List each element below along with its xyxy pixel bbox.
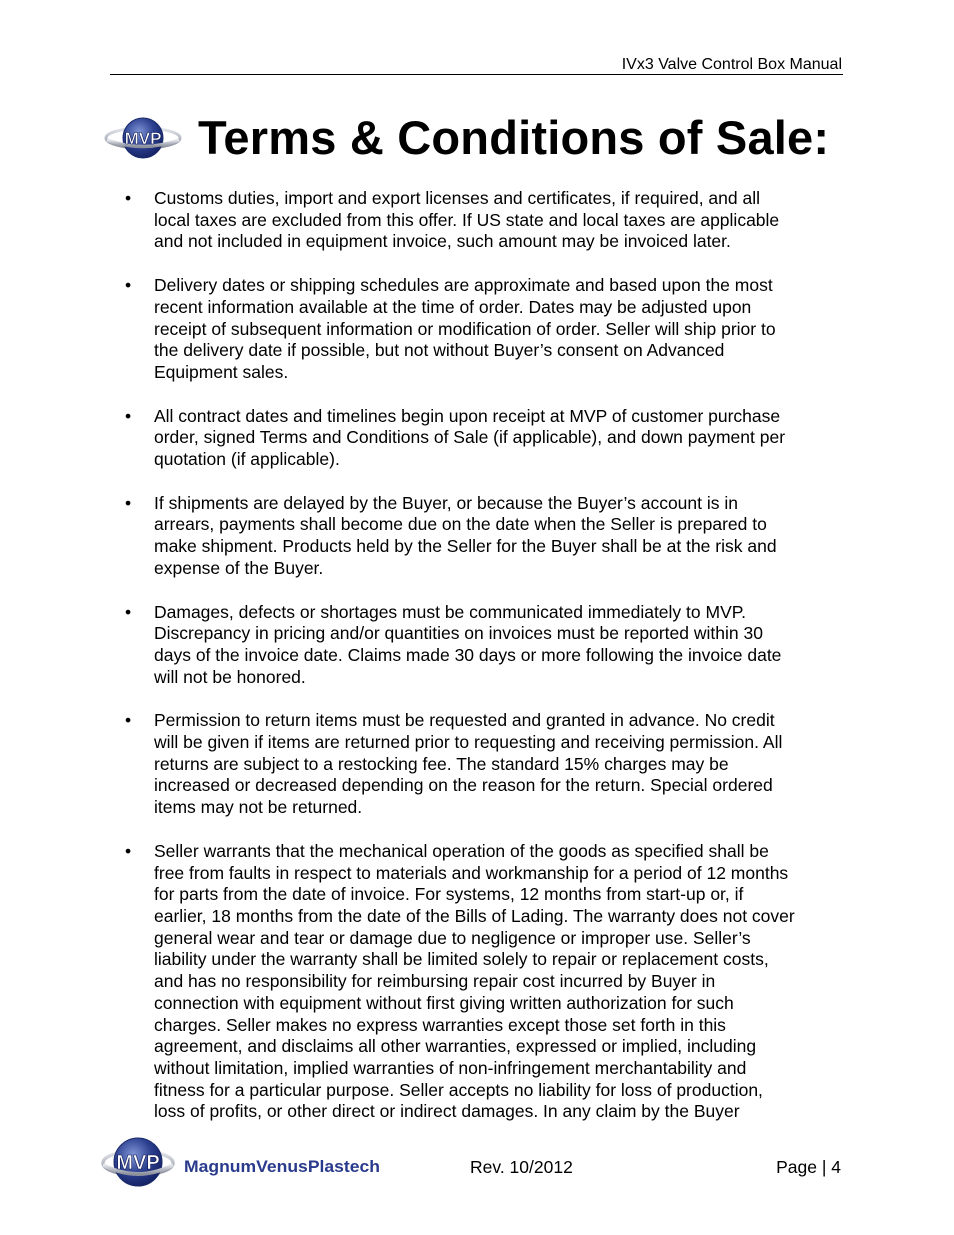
term-text: Damages, defects or shortages must be communicated immediately to MVP. Discrepancy in pricing and/or quantities on invoices must be reported within 30 days of the invoice date. Claims made 30 days or more following the invoice date will not be honored. — [154, 601, 782, 687]
bullet-icon: • — [125, 188, 132, 208]
magnum-venus-plastech-logo-icon — [100, 1131, 400, 1195]
manual-title: IVx3 Valve Control Box Manual — [621, 56, 842, 73]
bullet-icon: • — [125, 405, 132, 426]
list-item — [125, 493, 855, 580]
list-item — [125, 710, 855, 819]
header-logo-text: MVP — [124, 129, 162, 148]
bullet-icon: • — [125, 275, 132, 296]
bullet-icon: • — [125, 601, 132, 622]
list-item — [125, 406, 855, 471]
term-text: Permission to return items must be requested and granted in advance. No credit will be given if items are returned prior to requesting and receiving permission. All returns are subject to a restocking fee. The standard 15% charges may be increased or decreased depending on the reason for the return. Special ordered items may not be returned. — [154, 710, 783, 818]
list-item — [125, 602, 855, 689]
footer-logo-text: MVP — [116, 1152, 160, 1174]
terms-list — [125, 188, 855, 1145]
page-title: Terms & Conditions of Sale: — [198, 111, 830, 164]
list-item — [125, 841, 855, 1123]
bullet-icon: • — [125, 492, 132, 513]
term-text: If shipments are delayed by the Buyer, or because the Buyer’s account is in arrears, payments shall become due on the date when the Seller is prepared to make shipment. Products held by the Seller for the Buyer shall be at the risk and expense of the Buyer. — [154, 492, 777, 578]
list-item — [125, 188, 855, 253]
term-text: Delivery dates or shipping schedules are approximate and based upon the most recent information available at the time of order. Dates may be adjusted upon receipt of subsequent information or modification of order. Seller will ship prior to the delivery date if possible, but not without Buyer’s consent on Advanced Equipment sales. — [154, 275, 776, 382]
mvp-logo-icon — [104, 113, 182, 163]
term-text: Seller warrants that the mechanical operation of the goods as specified shall be free from faults in respect to materials and workmanship for a period of 12 months for parts from the date of invoice. For systems, 12 months from start-up or, if earlier, 18 months from the date of the Bills of Lading. The warranty does not cover general wear and tear or damage due to negligence or improper use. Seller’s liability under the warranty shall be limited solely to repair or replacement costs, and has no responsibility for reimbursing repair cost incurred by Buyer in connection with equipment without first giving written authorization for such charges. Seller makes no express warranties except those set forth in this agreement, and disclaims all other warranties, expressed or implied, including without limitation, implied warranties of non-infringement merchantability and fitness for a particular purpose. Seller accepts no liability for loss of production, loss of profits, or other direct or indirect damages. In any claim by the Buyer — [154, 840, 795, 1122]
term-text: All contract dates and timelines begin upon receipt at MVP of customer purchase order, signed Terms and Conditions of Sale (if applicable), and down payment per quotation (if applicable). — [154, 405, 786, 470]
term-text: Customs duties, import and export licenses and certificates, if required, and all local taxes are excluded from this offer. If US state and local taxes are applicable and not included in equipment invoice, such amount may be invoiced later. — [154, 188, 780, 252]
header-divider — [110, 74, 843, 75]
brand-wordmark: MagnumVenusPlastech — [184, 1158, 380, 1176]
list-item — [125, 275, 855, 384]
bullet-icon: • — [125, 710, 132, 731]
bullet-icon: • — [125, 840, 132, 861]
revision-date: Rev. 10/2012 — [470, 1157, 573, 1177]
page-number: Page | 4 — [776, 1157, 841, 1177]
